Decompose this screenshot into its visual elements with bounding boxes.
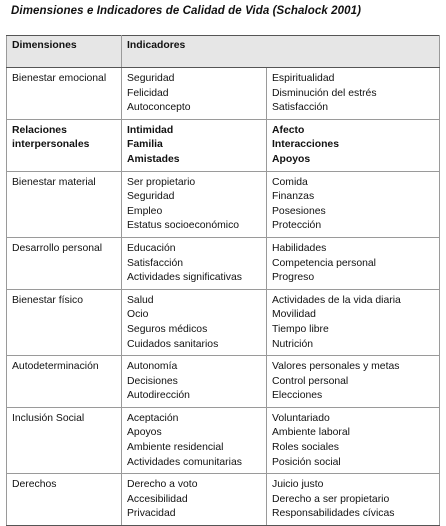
indicator-item: Intimidad <box>127 124 174 136</box>
indicator-cell <box>122 68 267 120</box>
indicator-item: Actividades significativas <box>127 272 242 284</box>
indicator-item: Satisfacción <box>127 257 184 269</box>
dimension-cell <box>7 289 122 355</box>
dimension-label: Bienestar material <box>12 176 96 188</box>
indicator-cell <box>267 407 440 473</box>
dimension-label: Derechos <box>12 479 57 491</box>
table-row <box>7 68 440 120</box>
indicator-cell <box>267 289 440 355</box>
indicator-item: Progreso <box>272 272 315 284</box>
indicator-item: Responsabilidades cívicas <box>272 508 395 520</box>
indicator-item: Finanzas <box>272 191 315 203</box>
indicator-cell <box>267 474 440 526</box>
indicator-cell <box>122 407 267 473</box>
indicator-item: Apoyos <box>127 427 162 439</box>
indicator-item: Ambiente residencial <box>127 442 224 454</box>
quality-of-life-table <box>6 35 440 526</box>
indicator-item: Seguridad <box>127 191 175 203</box>
indicator-item: Empleo <box>127 205 163 217</box>
header-dimensions: Dimensiones <box>7 36 122 68</box>
table-row <box>7 407 440 473</box>
dimension-cell <box>7 68 122 120</box>
indicator-item: Actividades comunitarias <box>127 456 242 468</box>
indicator-cell <box>267 119 440 171</box>
indicator-item: Valores personales y metas <box>272 361 400 373</box>
indicator-item: Interacciones <box>272 139 339 151</box>
dimension-cell <box>7 474 122 526</box>
indicator-item: Comida <box>272 176 308 188</box>
indicator-item: Salud <box>127 294 154 306</box>
indicator-item: Afecto <box>272 124 305 136</box>
dimension-cell <box>7 237 122 289</box>
table-row <box>7 474 440 526</box>
indicator-item: Aceptación <box>127 412 179 424</box>
table-row <box>7 356 440 408</box>
indicator-item: Decisiones <box>127 375 178 387</box>
indicator-cell <box>267 171 440 237</box>
indicator-cell <box>122 356 267 408</box>
dimension-label: Inclusión Social <box>12 412 85 424</box>
indicator-item: Control personal <box>272 375 349 387</box>
indicator-item: Amistades <box>127 153 180 165</box>
indicator-item: Competencia personal <box>272 257 376 269</box>
indicator-item: Posición social <box>272 456 341 468</box>
header-indicators: Indicadores <box>122 36 440 68</box>
table-body <box>7 68 440 526</box>
indicator-item: Privacidad <box>127 508 176 520</box>
indicator-item: Derecho a ser propietario <box>272 493 390 505</box>
indicator-item: Seguridad <box>127 73 175 84</box>
indicator-item: Autoconcepto <box>127 102 191 114</box>
indicator-item: Movilidad <box>272 309 316 321</box>
indicator-item: Satisfacción <box>272 102 329 114</box>
indicator-item: Tiempo libre <box>272 323 329 335</box>
indicator-cell <box>267 356 440 408</box>
indicator-cell <box>122 474 267 526</box>
dimension-label: Bienestar físico <box>12 294 84 306</box>
dimension-label: Autodeterminación <box>12 361 99 373</box>
dimension-label: interpersonales <box>12 139 90 151</box>
dimension-label: Desarrollo personal <box>12 242 103 254</box>
table-row <box>7 171 440 237</box>
indicator-item: Apoyos <box>272 153 311 165</box>
table-caption: Dimensiones e Indicadores de Calidad de Vida (Schalock 2001) <box>11 5 362 17</box>
indicator-item: Elecciones <box>272 390 323 402</box>
indicator-cell <box>122 119 267 171</box>
indicator-cell <box>122 237 267 289</box>
dimension-label: Relaciones <box>12 124 67 136</box>
dimension-cell <box>7 407 122 473</box>
indicator-cell <box>122 289 267 355</box>
indicator-item: Autodirección <box>127 390 190 402</box>
indicator-item: Roles sociales <box>272 442 339 454</box>
indicator-cell <box>267 68 440 120</box>
dimension-cell <box>7 119 122 171</box>
indicator-item: Seguros médicos <box>127 323 208 335</box>
header-row <box>7 36 440 68</box>
dimension-label: Bienestar emocional <box>12 73 107 84</box>
indicator-item: Disminución del estrés <box>272 87 377 99</box>
indicator-item: Habilidades <box>272 242 327 254</box>
indicator-item: Felicidad <box>127 87 169 99</box>
indicator-item: Accesibilidad <box>127 493 188 505</box>
indicator-cell <box>122 171 267 237</box>
indicator-item: Ocio <box>127 309 149 321</box>
table-row <box>7 237 440 289</box>
indicator-item: Juicio justo <box>272 479 324 491</box>
indicator-item: Autonomía <box>127 361 178 373</box>
indicator-item: Protección <box>272 220 322 232</box>
indicator-item: Actividades de la vida diaria <box>272 294 401 306</box>
dimension-cell <box>7 356 122 408</box>
indicator-item: Educación <box>127 242 176 254</box>
indicator-item: Voluntariado <box>272 412 330 424</box>
indicator-item: Ambiente laboral <box>272 427 350 439</box>
dimension-cell <box>7 171 122 237</box>
indicator-item: Nutrición <box>272 338 313 350</box>
indicator-item: Familia <box>127 139 163 151</box>
table-row <box>7 289 440 355</box>
indicator-item: Posesiones <box>272 205 326 217</box>
indicator-item: Derecho a voto <box>127 479 198 491</box>
indicator-cell <box>267 237 440 289</box>
indicator-item: Estatus socioeconómico <box>127 220 240 232</box>
indicator-item: Cuidados sanitarios <box>127 338 219 350</box>
indicator-item: Ser propietario <box>127 176 196 188</box>
table-row <box>7 119 440 171</box>
indicator-item: Espiritualidad <box>272 73 335 84</box>
